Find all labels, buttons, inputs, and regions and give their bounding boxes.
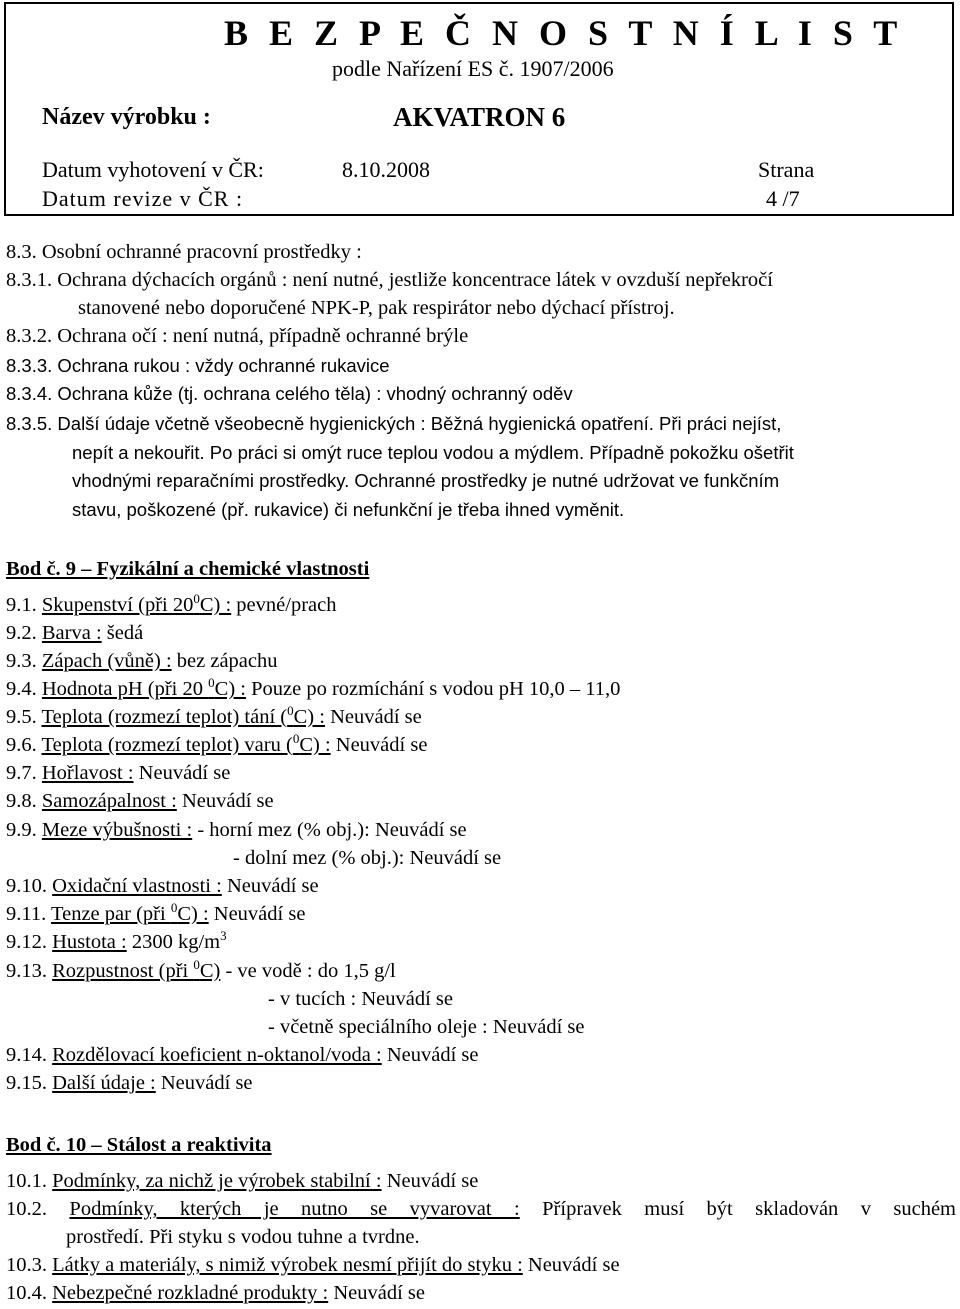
- page-number: 4 /7: [766, 186, 800, 211]
- property-9-11: 9.11. Tenze par (při $^0$C) : Neuvádí se: [6, 900, 306, 925]
- property-9-4: 9.4. Hodnota pH (při 20 $^0$C) : Pouze po rozmíchání s vodou pH 10,0 – 11,0: [6, 675, 621, 700]
- document-subtitle: podle Nařízení ES č. 1907/2006: [332, 56, 614, 81]
- document-header: [4, 2, 954, 216]
- date-label: Datum vyhotovení v ČR:: [42, 157, 264, 182]
- item-8-3-5-cont2: vhodnými reparačními prostředky. Ochranné prostředky je nutné udržovat ve funkčním: [72, 470, 780, 491]
- product-label: Název výrobku :: [42, 104, 211, 130]
- item-8-3-1-cont: stanovené nebo doporučené NPK-P, pak respirátor nebo dýchací přístroj.: [78, 297, 675, 319]
- section-8-3-heading: 8.3. Osobní ochranné pracovní prostředky :: [6, 241, 362, 263]
- property-9-6: 9.6. Teplota (rozmezí teplot) varu ($^0$C) : Neuvádí se: [6, 731, 428, 756]
- property-9-9: 9.9. Meze výbušnosti : - horní mez (% obj.): Neuvádí se: [6, 819, 467, 841]
- item-8-3-5-cont1: nepít a nekouřit. Po práci si omýt ruce teplou vodou a mýdlem. Případně pokožku ošetřit: [72, 442, 794, 463]
- product-name: AKVATRON 6: [393, 102, 566, 132]
- property-9-3: 9.3. Zápach (vůně) : bez zápachu: [6, 650, 278, 672]
- item-8-3-3: 8.3.3. Ochrana rukou : vždy ochranné rukavice: [6, 355, 390, 376]
- revision-label: Datum revize v ČR :: [42, 186, 244, 211]
- property-10-3: 10.3. Látky a materiály, s nimiž výrobek nesmí přijít do styku : Neuvádí se: [6, 1254, 620, 1276]
- item-8-3-5-cont3: stavu, poškozené (př. rukavice) či nefunkční je třeba ihned vyměnit.: [72, 499, 625, 520]
- property-9-9-lower: - dolní mez (% obj.): Neuvádí se: [233, 847, 502, 869]
- property-10-4: 10.4. Nebezpečné rozkladné produkty : Neuvádí se: [6, 1282, 425, 1304]
- item-8-3-5: 8.3.5. Další údaje včetně všeobecně hygienických : Běžná hygienická opatření. Při práci nejíst,: [6, 413, 782, 434]
- date-value: 8.10.2008: [342, 157, 430, 182]
- property-9-7: 9.7. Hořlavost : Neuvádí se: [6, 762, 231, 784]
- property-10-2-cont: prostředí. Při styku s vodou tuhne a tvrdne.: [66, 1226, 420, 1248]
- property-10-1: 10.1. Podmínky, za nichž je výrobek stabilní : Neuvádí se: [6, 1170, 479, 1192]
- property-9-13: 9.13. Rozpustnost (při $^0$C) - ve vodě : do 1,5 g/l: [6, 957, 396, 982]
- property-10-2: 10.2. Podmínky, kterých je nutno se vyvarovat : Přípravek musí být skladován v suchém: [6, 1198, 956, 1220]
- property-9-12: 9.12. Hustota : 2300 $kg/m^3$: [6, 928, 227, 953]
- property-9-13-oil: - včetně speciálního oleje : Neuvádí se: [268, 1016, 585, 1038]
- property-9-2: 9.2. Barva : šedá: [6, 622, 144, 644]
- item-8-3-2: 8.3.2. Ochrana očí : není nutná, případně ochranné brýle: [6, 325, 469, 347]
- section-9-heading: Bod č. 9 – Fyzikální a chemické vlastnosti: [6, 558, 370, 580]
- property-9-8: 9.8. Samozápalnost : Neuvádí se: [6, 790, 274, 812]
- property-9-1: 9.1. Skupenství (při $20^0C$) : pevné/prach: [6, 591, 337, 616]
- property-9-10: 9.10. Oxidační vlastnosti : Neuvádí se: [6, 875, 319, 897]
- property-9-15: 9.15. Další údaje : Neuvádí se: [6, 1072, 253, 1094]
- property-9-14: 9.14. Rozdělovací koeficient n-oktanol/voda : Neuvádí se: [6, 1044, 479, 1066]
- item-8-3-1: 8.3.1. Ochrana dýchacích orgánů : není nutné, jestliže koncentrace látek v ovzduší nepřekročí: [6, 269, 773, 291]
- property-9-13-fats: - v tucích : Neuvádí se: [268, 988, 454, 1010]
- page-label: Strana: [758, 157, 815, 182]
- property-9-5: 9.5. Teplota (rozmezí teplot) tání ($^0$C) : Neuvádí se: [6, 703, 422, 728]
- document-title: B E Z P E Č N O S T N Í L I S T: [224, 13, 904, 53]
- item-8-3-4: 8.3.4. Ochrana kůže (tj. ochrana celého těla) : vhodný ochranný oděv: [6, 383, 573, 404]
- section-10-heading: Bod č. 10 – Stálost a reaktivita: [6, 1134, 272, 1156]
